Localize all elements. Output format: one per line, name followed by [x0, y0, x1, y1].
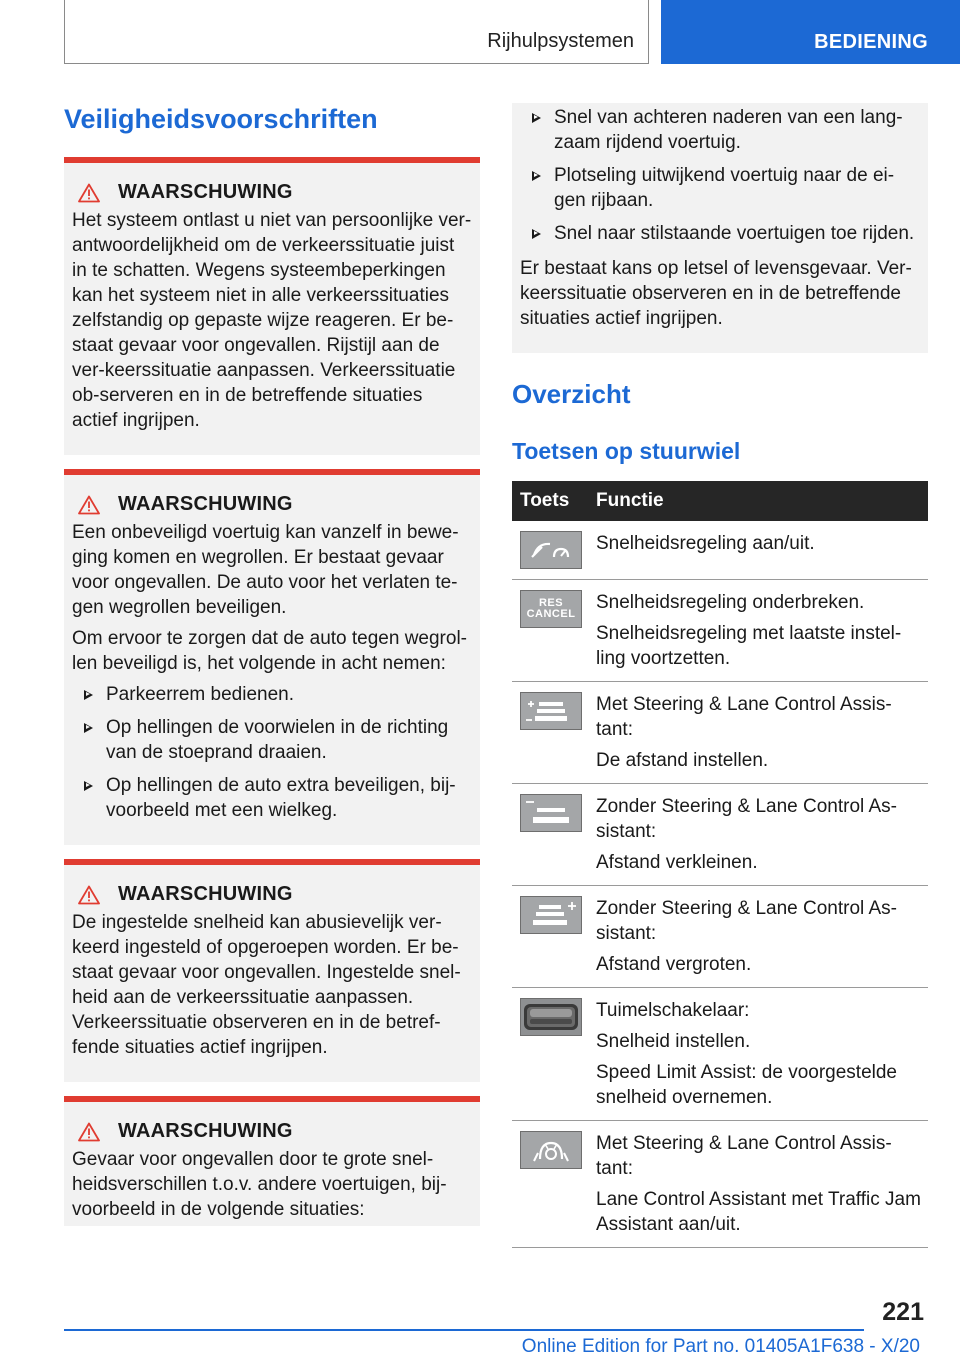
- table-row: [512, 886, 928, 988]
- warning-title: WAARSCHUWING: [118, 883, 293, 905]
- header-section-title: Rijhulpsystemen: [487, 30, 634, 52]
- key-cell: [512, 896, 596, 977]
- warning-box-4: [64, 1096, 480, 1226]
- bullet-triangle-icon: [84, 690, 93, 700]
- function-cell: Zonder Steering & Lane Control As-sistant: Afstand vergroten.: [596, 898, 898, 975]
- res-cancel-icon: RES CANCEL: [520, 590, 582, 628]
- right-column: [512, 103, 928, 1248]
- function-cell: Zonder Steering & Lane Control As-sistant: Afstand verkleinen.: [596, 796, 898, 873]
- list-item: Snel naar stilstaande voertuigen toe rijden.: [520, 221, 920, 246]
- warning-header: [72, 1120, 472, 1143]
- bullet-triangle-icon: [84, 781, 93, 791]
- function-cell: Snelheidsregeling aan/uit.: [596, 533, 815, 554]
- warning-text: Om ervoor te zorgen dat de auto tegen wegrol-len beveiligd is, het volgende in acht nemen:: [72, 628, 468, 674]
- table-row: [512, 521, 928, 580]
- header-chapter-tab: [661, 0, 960, 64]
- left-column: [64, 100, 480, 1240]
- list-item: Plotseling uitwijkend voertuig naar de ei-gen rijbaan.: [520, 163, 920, 213]
- table-row: [512, 580, 928, 682]
- subsection-title: Toetsen op stuurwiel: [512, 438, 741, 464]
- warning-text: Gevaar voor ongevallen door te grote snel-heidsverschillen t.o.v. andere voertuigen, bij-voorbeeld in de volgende situaties:: [72, 1149, 447, 1220]
- warning-text: Het systeem ontlast u niet van persoonlijke ver-antwoordelijkheid om de verkeerssituatie juist in te schatten. Wegens systeembeperkingen kan het systeem niet in alle verkeerssituaties zelfstandig op gepaste wijze reageren. Er be-staat gevaar voor ongevallen. Rijstijl aan de ver-keerssituatie aanpassen. Verkeerssituatie ob-serveren en in de betreffende situaties actief ingrijpen.: [72, 210, 472, 431]
- key-cell: [512, 692, 596, 773]
- function-cell: Met Steering & Lane Control Assis-tant: De afstand instellen.: [596, 694, 892, 771]
- footer-divider: [64, 1329, 864, 1331]
- distance-plus-icon: [520, 896, 582, 934]
- list-item: Op hellingen de auto extra beveiligen, bij-voorbeeld met een wielkeg.: [72, 773, 472, 823]
- bullet-triangle-icon: [532, 113, 541, 123]
- key-cell: [512, 1131, 596, 1237]
- bullet-triangle-icon: [532, 171, 541, 181]
- warning-header: [72, 883, 472, 906]
- bullet-list: [520, 105, 920, 246]
- function-cell: Tuimelschakelaar: Snelheid instellen. Speed Limit Assist: de voorgestelde snelheid overnemen.: [596, 1000, 898, 1108]
- page-title: Veiligheidsvoorschriften: [64, 104, 378, 134]
- warning-triangle-icon: [78, 183, 100, 203]
- buttons-table: [512, 481, 928, 1248]
- table-row: [512, 1121, 928, 1248]
- function-cell: Snelheidsregeling onderbreken. Snelheidsregeling met laatste instel-ling voortzetten.: [596, 592, 902, 669]
- bullet-triangle-icon: [532, 229, 541, 239]
- table-header: [512, 481, 928, 521]
- warning-box-2: [64, 469, 480, 845]
- header-chapter-title: BEDIENING: [814, 31, 928, 53]
- distance-minus-icon: [520, 794, 582, 832]
- column-header-function: Functie: [596, 490, 664, 511]
- column-header-key: Toets: [520, 490, 570, 511]
- key-cell: [512, 794, 596, 875]
- warning-text: De ingestelde snelheid kan abusievelijk ver-keerd ingesteld of opgeroepen worden. Er be-staat gevaar voor ongevallen. Ingestelde snel-heid aan de verkeerssituatie aanpassen. Verkeerssituatie observeren en in de betref-fende situaties actief ingrijpen.: [72, 912, 461, 1058]
- key-cell: [512, 590, 596, 671]
- table-row: [512, 988, 928, 1121]
- warning-box-3: [64, 859, 480, 1082]
- warning-text: Een onbeveiligd voertuig kan vanzelf in bewe-ging komen en wegrollen. Er bestaat gevaar voor ongevallen. De auto voor het verlaten te-gen wegrollen beveiligen.: [72, 522, 459, 618]
- warning-title: WAARSCHUWING: [118, 1120, 293, 1142]
- warning-header: [72, 493, 472, 516]
- warning-title: WAARSCHUWING: [118, 493, 293, 515]
- warning-box-4-continued: [512, 103, 928, 353]
- bullet-triangle-icon: [84, 723, 93, 733]
- table-row: [512, 784, 928, 886]
- warning-triangle-icon: [78, 885, 100, 905]
- key-cell: [512, 531, 596, 569]
- header-section-tab: [64, 0, 649, 64]
- lane-assist-icon: [520, 1131, 582, 1169]
- speed-control-icon: [520, 531, 582, 569]
- page-number: 221: [882, 1298, 924, 1326]
- list-item: Op hellingen de voorwielen in de richting van de stoeprand draaien.: [72, 715, 472, 765]
- table-row: [512, 682, 928, 784]
- list-item: Parkeerrem bedienen.: [72, 682, 472, 707]
- function-cell: Met Steering & Lane Control Assis-tant: Lane Control Assistant met Traffic Jam Assistant aan/uit.: [596, 1133, 921, 1235]
- warning-box-1: [64, 157, 480, 455]
- warning-title: WAARSCHUWING: [118, 181, 293, 203]
- section-title: Overzicht: [512, 379, 631, 409]
- list-item: Snel van achteren naderen van een lang-zaam rijdend voertuig.: [520, 105, 920, 155]
- warning-header: [72, 181, 472, 204]
- warning-triangle-icon: [78, 495, 100, 515]
- bullet-list: [72, 682, 472, 823]
- key-cell: [512, 998, 596, 1110]
- rocker-switch-icon: [520, 998, 582, 1036]
- warning-triangle-icon: [78, 1122, 100, 1142]
- distance-plus-minus-icon: [520, 692, 582, 730]
- footer-edition: Online Edition for Part no. 01405A1F638 - X/20: [521, 1336, 920, 1357]
- warning-text: Er bestaat kans op letsel of levensgevaar. Ver-keerssituatie observeren en in de betreffende situaties actief ingrijpen.: [520, 258, 912, 329]
